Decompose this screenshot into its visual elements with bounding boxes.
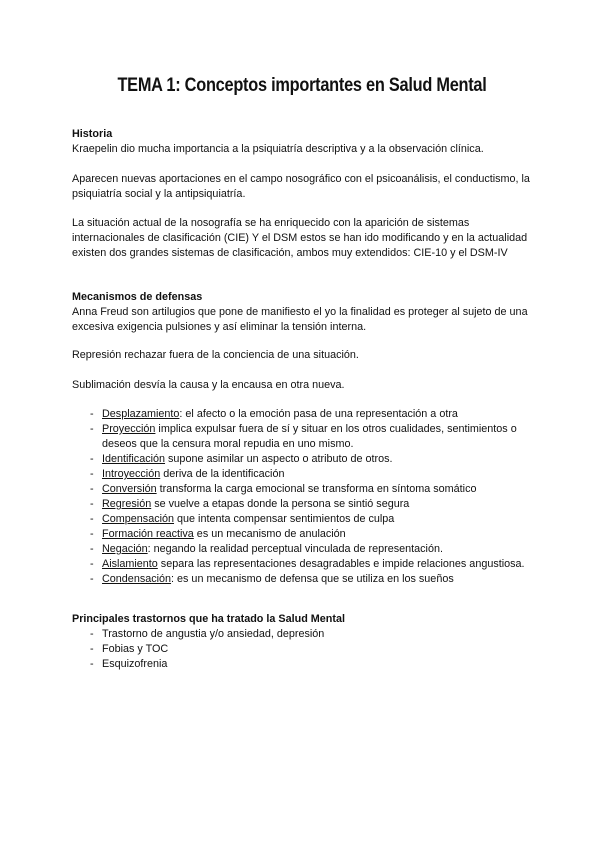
list-item-term: Negación	[102, 543, 148, 555]
list-item-term: Compensación	[102, 513, 175, 525]
list-item	[72, 527, 532, 542]
list-item: - Trastorno de angustia y/o ansiedad, depresión	[72, 627, 532, 642]
heading-historia: Historia	[72, 128, 113, 140]
list-item	[72, 512, 532, 527]
historia-paragraph-3: La situación actual de la nosografía se ha enriquecido con la aparición de sistemas internacionales de clasificación (CIE) Y el DSM estos se han ido modificando y en la actualidad existen dos grandes sistemas de clasificación, ambos muy extendidos: CIE-10 y el DSM-IV	[72, 217, 528, 259]
list-item	[72, 422, 532, 452]
page-title: TEMA 1: Conceptos importantes en Salud Mental	[117, 75, 487, 96]
list-item-text: transforma la carga emocional se transforma en síntoma somático	[156, 483, 477, 495]
list-item	[72, 572, 532, 587]
list-item-text: que intenta compensar sentimientos de culpa	[174, 513, 395, 525]
list-item-text: es un mecanismo de anulación	[193, 528, 346, 540]
historia-paragraph-1: Kraepelin dio mucha importancia a la psiquiatría descriptiva y a la observación clínica.	[72, 143, 484, 155]
historia-paragraph-3-block	[72, 216, 532, 261]
section-mecanismos	[72, 290, 532, 335]
list-item: - Esquizofrenia	[72, 657, 532, 672]
historia-paragraph-2: Aparecen nuevas aportaciones en el campo nosográfico con el psicoanálisis, el conductismo, la psiquiatría social y la antipsiquiatría.	[72, 173, 530, 200]
historia-paragraph-2-block	[72, 172, 532, 202]
list-item-term: Proyección	[102, 423, 156, 435]
heading-mecanismos: Mecanismos de defensas	[72, 291, 203, 303]
list-item-term: Introyección	[102, 468, 161, 480]
list-item-term: Regresión	[102, 498, 152, 510]
section-historia	[72, 127, 532, 157]
list-item	[72, 497, 532, 512]
list-item-text: : negando la realidad perceptual vinculada de representación.	[147, 543, 443, 555]
list-item-text: implica expulsar fuera de sí y situar en los otros cualidades, sentimientos o deseos que la censura moral repudia en uno mismo.	[102, 423, 517, 450]
list-item	[72, 542, 532, 557]
list-item-text: supone asimilar un aspecto o atributo de otros.	[165, 453, 393, 465]
list-item	[72, 407, 532, 422]
list-item	[72, 452, 532, 467]
list-item-term: Aislamiento	[102, 558, 158, 570]
list-item-term: Desplazamiento	[102, 408, 180, 420]
list-item	[72, 482, 532, 497]
disorders-list	[72, 627, 532, 672]
defense-mechanisms-list	[72, 407, 532, 587]
mecanismos-paragraph-2-block	[72, 348, 532, 363]
list-item-text: deriva de la identificación	[160, 468, 285, 480]
list-item-text: separa las representaciones desagradables e impide relaciones angustiosa.	[157, 558, 525, 570]
list-item-term: Condensación	[102, 573, 172, 585]
mecanismos-paragraph-1: Anna Freud son artilugios que pone de manifiesto el yo la finalidad es proteger al sujeto de una excesiva exigencia pulsiones y así eliminar la tensión interna.	[72, 306, 528, 333]
mecanismos-paragraph-3-block	[72, 378, 532, 393]
mecanismos-paragraph-2: Represión rechazar fuera de la conciencia de una situación.	[72, 349, 359, 361]
list-item	[72, 467, 532, 482]
list-item-term: Conversión	[102, 483, 157, 495]
section-trastornos	[72, 612, 532, 672]
list-item	[72, 557, 532, 572]
list-item-text: se vuelve a etapas donde la persona se sintió segura	[151, 498, 410, 510]
list-item-text: : es un mecanismo de defensa que se utiliza en los sueños	[171, 573, 454, 585]
list-item-term: Formación reactiva	[102, 528, 194, 540]
list-item-text: : el afecto o la emoción pasa de una representación a otra	[179, 408, 458, 420]
heading-trastornos: Principales trastornos que ha tratado la Salud Mental	[72, 613, 345, 625]
list-item: - Fobias y TOC	[72, 642, 532, 657]
mecanismos-paragraph-3: Sublimación desvía la causa y la encausa en otra nueva.	[72, 379, 345, 391]
list-item-term: Identificación	[102, 453, 166, 465]
